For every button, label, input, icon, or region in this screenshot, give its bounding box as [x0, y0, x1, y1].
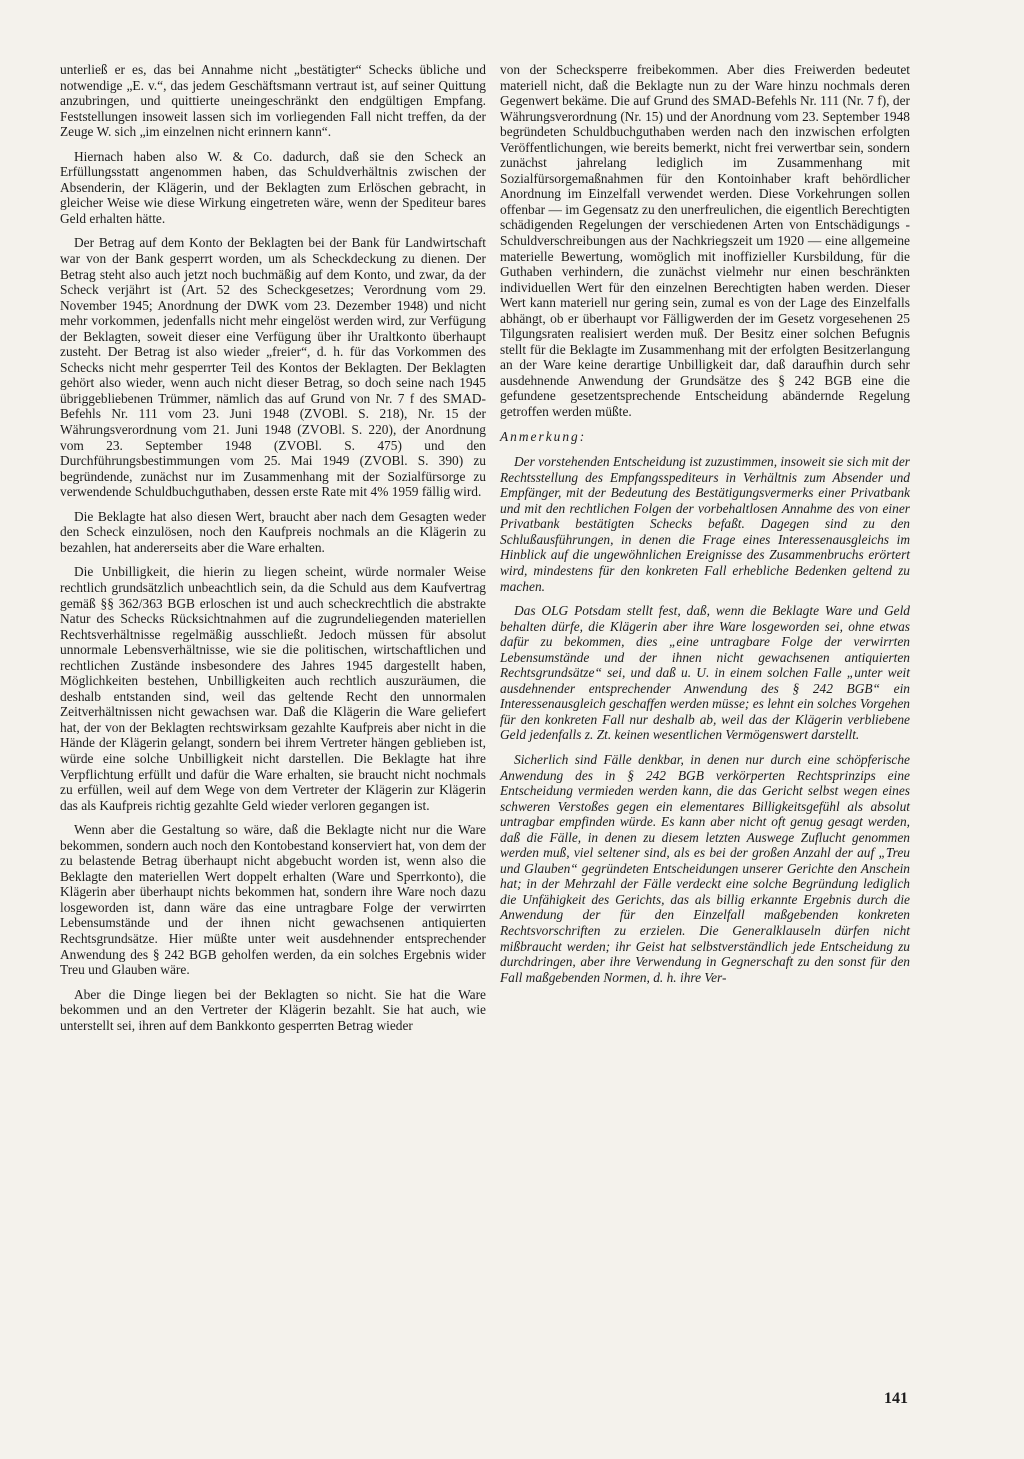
paragraph: Aber die Dinge liegen bei der Beklagten so nicht. Sie hat die Ware bekommen und an den Vertreter der Klägerin bezahlt. Sie hat auch, wie unterstellt sei, ihren auf dem Bankkonto gesperrten Betrag wieder [60, 986, 486, 1033]
annotation-paragraph: Sicherlich sind Fälle denkbar, in denen nur durch eine schöpferische Anwendung des in § 242 BGB verkörperten Rechtsprinzips eine Entscheidung vermieden werden kann, die das Gericht selbst wegen eines schweren Verstoßes gegen ein elementares Billigkeitsgefühl als absolut untragbar empfinden würde. Es kann aber nicht oft genug gesagt werden, daß die Fälle, in denen zu diesem letzten Auswege Zuflucht genommen werden muß, viel seltener sind, als es bei der großen Anzahl der auf „Treu und Glauben“ gegründeten Entscheidungen unserer Gerichte den Anschein hat; in der Mehrzahl der Fälle verdeckt eine solche Begründung lediglich die Unfähigkeit des Gerichts, das als billig erkannte Ergebnis durch die Anwendung der für den Einzelfall maßgebenden konkreten Rechtsvorschriften zu erzielen. Die Generalklauseln dürfen nicht mißbraucht werden; ihr Geist hat selbstverständlich jede Entscheidung zu durchdringen, aber ihre Verwendung in Gegnerschaft zu den sonst für den Fall maßgebenden Normen, d. h. ihre Ver- [500, 751, 910, 985]
paragraph: unterließ er es, das bei Annahme nicht „bestätigter“ Schecks übliche und notwendige „E. v.“, das jedem Geschäftsmann vertraut ist, auf seiner Quittung anzubringen, und quittierte uneingeschränkt den endgültigen Empfang. Feststellungen insoweit lassen sich im vorliegenden Fall nicht treffen, da der Zeuge W. sich „im einzelnen nicht erinnern kann“. [60, 62, 486, 140]
paragraph: Die Unbilligkeit, die hierin zu liegen scheint, würde normaler Weise rechtlich grundsätzlich unbeachtlich sein, da die Schuld aus dem Kaufvertrag gemäß §§ 362/363 BGB erloschen ist und auch scheckrechtlich die abstrakte Natur des Schecks Rücksichtnahmen auf die zugrundeliegenden materiellen Rechtsverhältnisse regelmäßig ausschließt. Jedoch müssen für absolut unnormale Lebensverhältnisse, wie sie die politischen, wirtschaftlichen und rechtlichen Zustände insbesondere des Jahres 1945 dargestellt haben, Möglichkeiten bestehen, Unbilligkeiten auch rechtlich auszuräumen, die deshalb entstanden sind, weil das geltende Recht den unnormalen Zeitverhältnissen nicht gewachsen war. Daß die Klägerin die Ware geliefert hat, der von der Beklagten rechtswirksam gezahlte Kaufpreis aber nicht in die Hände der Klägerin gelangt, sondern bei ihrem Vertreter hängen geblieben ist, würde eine solche Unbilligkeit nicht darstellen. Die Beklagte hat ihre Verpflichtung erfüllt und dafür die Ware erhalten, sie braucht nicht nochmals zu erfüllen, weil auf dem Wege von dem Vertreter der Klägerin zur Klägerin das als Kaufpreis richtig gezahlte Geld wieder verloren gegangen ist. [60, 564, 486, 813]
paragraph: Der Betrag auf dem Konto der Beklagten bei der Bank für Landwirtschaft war von der Bank gesperrt worden, um als Scheckdeckung zu dienen. Der Betrag steht also auch jetzt noch buchmäßig auf dem Konto, und zwar, da der Scheck verjährt ist (Art. 52 des Scheckgesetzes; Verordnung vom 29. November 1945; Anordnung der DWK vom 23. Dezember 1948) und nicht mehr vorkommen, jedenfalls nicht mehr eingelöst werden wird, zur Verfügung der Beklagten, soweit dieser eine Verfügung über ihr Uraltkonto überhaupt zusteht. Der Betrag ist also wieder „freier“, d. h. für das Vorkommen des Schecks nicht mehr gesperrter Teil des Kontos der Beklagten. Der Beklagten gehört also wieder, wenn auch nicht dieser Betrag, so doch seine nach 1945 übriggebliebenen Trümmer, nämlich das auf Grund von Nr. 7 f des SMAD-Befehls Nr. 111 vom 23. Juni 1948 (ZVOBl. S. 218), Nr. 15 der Währungsverordnung vom 21. Juni 1948 (ZVOBl. S. 220), der Anordnung vom 23. September 1948 (ZVOBl. S. 475) und den Durchführungsbestimmungen vom 25. Mai 1949 (ZVOBl. S. 390) zu begründende, zunächst nur im Zusammenhang mit der Sozialfürsorge zu verwendende Schuldbuchguthaben, dessen erste Rate mit 4% 1959 fällig wird. [60, 235, 486, 500]
paragraph: Hiernach haben also W. & Co. dadurch, daß sie den Scheck an Erfüllungsstatt angenommen haben, das Schuldverhältnis zwischen der Absenderin, der Klägerin, und der Beklagten zum Erlöschen gebracht, in gleicher Weise wie diese Wirkung eingetreten wäre, wenn der Spediteur bares Geld erhalten hätte. [60, 148, 486, 226]
section-heading: Anmerkung: [500, 428, 587, 444]
paragraph: Die Beklagte hat also diesen Wert, braucht aber nach dem Gesagten weder den Scheck einzulösen, noch den Kaufpreis nochmals an die Klägerin zu bezahlen, hat andererseits aber die Ware erhalten. [60, 508, 486, 555]
left-column [60, 62, 486, 1042]
annotation-paragraph: Der vorstehenden Entscheidung ist zuzustimmen, insoweit sie sich mit der Rechtsstellung des Empfangsspediteurs in Verhältnis zum Absender und Empfänger, mit der Bedeutung des Bestätigungsvermerks einer Privatbank und mit den rechtlichen Folgen der vorbehaltlosen Annahme des von einer Privatbank bestätigten Schecks befaßt. Dagegen sind zu den Schlußausführungen, in denen die Frage eines Interessenausgleichs im Hinblick auf die ungewöhnlichen Ereignisse des Zusammenbruchs erörtert wird, mindestens für den konkreten Fall erhebliche Bedenken geltend zu machen. [500, 454, 910, 594]
page-number: 141 [884, 1390, 908, 1407]
right-column [500, 62, 910, 994]
paragraph: Wenn aber die Gestaltung so wäre, daß die Beklagte nicht nur die Ware bekommen, sondern auch noch den Kontobestand konserviert hat, von dem der zu belastende Betrag überhaupt nicht abgebucht worden ist, wenn also die Beklagte den materiellen Wert doppelt erhalten (Ware und Sperrkonto), die Klägerin aber überhaupt nichts bekommen hat, sondern ihre Ware noch dazu losgeworden ist, dann wäre das eine untragbare Folge der verwirrten Lebensumstände und der ihnen nicht gewachsenen antiquierten Rechtsgrundsätze. Hier müßte unter weit ausdehnender entsprechender Anwendung des § 242 BGB geholfen werden, da ein solches Ergebnis wider Treu und Glauben wäre. [60, 822, 486, 978]
annotation-paragraph: Das OLG Potsdam stellt fest, daß, wenn die Beklagte Ware und Geld behalten dürfe, die Klägerin aber ihre Ware losgeworden sei, ohne etwas dafür zu bekommen, dies „eine untragbare Folge der verwirrten Lebensumstände und der ihnen nicht gewachsenen antiquierten Rechtsgrundsätze“ sei, und daß u. U. in einem solchen Falle „unter weit ausdehnender entsprechender Anwendung des § 242 BGB“ ein Interessenausgleich geschaffen werden müsse; es lehnt ein solches Vorgehen für den konkreten Fall nur deshalb ab, weil das der Klägerin verbliebene Geld jedenfalls z. Zt. keinen wesentlichen Vermögenswert darstellt. [500, 603, 910, 743]
paragraph: von der Schecksperre freibekommen. Aber dies Freiwerden bedeutet materiell nicht, daß die Beklagte nun zu der Ware hinzu nochmals deren Gegenwert bekäme. Die auf Grund des SMAD-Befehls Nr. 111 (Nr. 7 f), der Währungsverordnung (Nr. 15) und der Anordnung vom 23. September 1948 begründeten Schuldbuchguthaben werden nach den inzwischen erfolgten Veröffentlichungen, wie bereits bemerkt, nicht frei verwertbar sein, sondern zunächst jahrelang lediglich im Zusammenhang mit Sozialfürsorgemaßnahmen für den Kontoinhaber kraft behördlicher Anordnung im Einzelfall verwendet werden. Diese Vorkehrungen sollen offenbar — im Gegensatz zu den unerfreulichen, die eigentlich Berechtigten schädigenden Regelungen der verschiedenen Arten von Entschädigungs - Schuldverschreibungen aus der Nachkriegszeit um 1920 — eine allgemeine materielle Bewertung, womöglich mit inoffizieller Kursbildung, für die Guthaben verhindern, die zunächst vielmehr nur einen beschränkten individuellen Wert für den einzelnen Berechtigten haben werden. Dieser Wert kann materiell nur gering sein, zumal es von der Lage des Einzelfalls abhängt, ob er überhaupt vor Fälligwerden der im Gesetz vorgesehenen 25 Tilgungsraten realisiert werden muß. Der Besitz einer solchen Befugnis stellt für die Beklagte im Zusammenhang mit der erfolgten Besitzerlangung an der Ware keine derartige Unbilligkeit dar, daß daraufhin durch sehr ausdehnende Anwendung der Grundsätze des § 242 BGB eine die gefundene gesetzentsprechende Entscheidung abändernde Regelung getroffen werden müßte. [500, 62, 910, 420]
